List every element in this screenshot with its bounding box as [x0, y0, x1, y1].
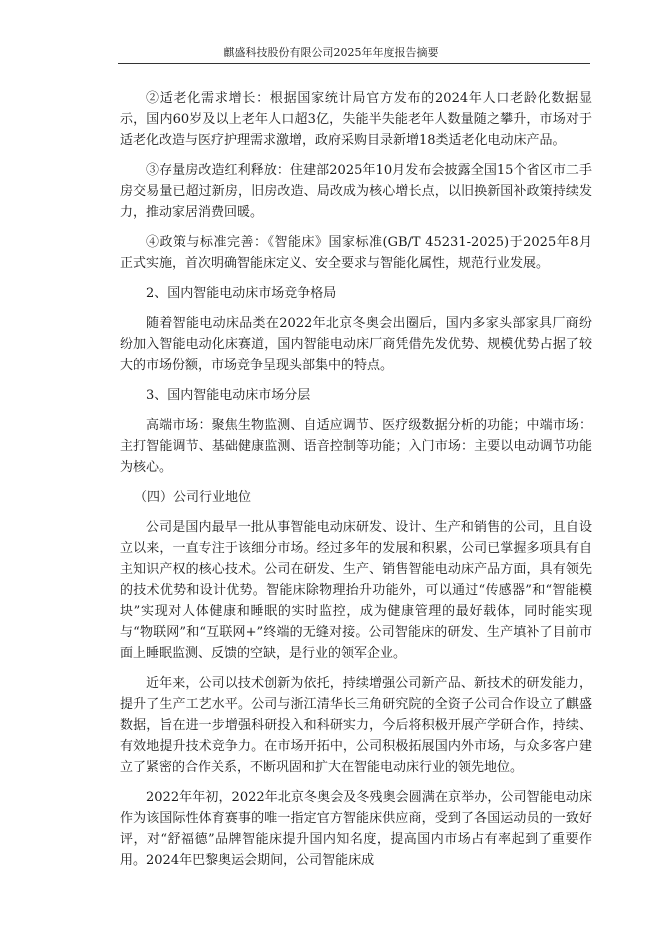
paragraph-competition: 随着智能电动床品类在2022年北京冬奥会出圈后，国内多家头部家具厂商纷纷加入智能电动化床赛道，国内智能电动床厂商凭借先发优势、规模优势占据了较大的市场份额，市场竞争呈现头部集中的特点。	[120, 316, 592, 373]
paragraph-housing-renovation: ③存量房改造红利释放：住建部2025年10月发布会披露全国15个省区市二手房交易量已超过新房，旧房改造、局改成为核心增长点，以旧换新国补政策持续发力，推动家居消费回暖。	[120, 163, 592, 220]
section-heading-segmentation: 3、国内智能电动床市场分层	[146, 388, 311, 403]
header-divider	[118, 63, 590, 64]
page-header: 麒盛科技股份有限公司2025年年度报告摘要	[223, 46, 439, 59]
paragraph-industry-position: 公司是国内最早一批从事智能电动床研发、设计、生产和销售的公司，且自设立以来，一直专注于该细分市场。经过多年的发展和积累，公司已掌握多项具有自主知识产权的核心技术。公司在研发、生产、销售智能电动床产品方面，具有领先的技术优势和设计优势。智能床除物理抬升功能外，可以通过“传感器”和“智能模块”实现对人体健康和睡眠的实时监控，成为健康管理的最好载体，同时能实现与“物联网”和“互联网+”终端的无缝对接。公司智能床的研发、生产填补了目前市面上睡眠监测、反馈的空缺，是行业的领军企业。	[120, 520, 592, 661]
document-body	[120, 88, 592, 871]
paragraph-aging-demand: ②适老化需求增长：根据国家统计局官方发布的2024年人口老龄化数据显示，国内60岁及以上老年人口超3亿，失能半失能老年人数量随之攀升，市场对于适老化改造与医疗护理需求激增，政府采购目录新增18类适老化电动床产品。	[120, 91, 592, 148]
paragraph-olympics: 2022年年初，2022年北京冬奥会及冬残奥会圆满在京举办，公司智能电动床作为该国际性体育赛事的唯一指定官方智能床供应商，受到了各国运动员的一致好评，对“舒福德”品牌智能床提升国内知名度，提高国内市场占有率起到了重要作用。2024年巴黎奥运会期间，公司智能床成	[120, 790, 592, 868]
section-heading-competition: 2、国内智能电动床市场竞争格局	[146, 286, 337, 301]
section-heading-industry-position: （四）公司行业地位	[134, 490, 252, 505]
paragraph-policy-standards: ④政策与标准完善：《智能床》国家标准(GB/T 45231-2025)于2025年8月正式实施，首次明确智能床定义、安全要求与智能化属性，规范行业发展。	[120, 235, 592, 271]
paragraph-innovation: 近年来，公司以技术创新为依托，持续增强公司新产品、新技术的研发能力，提升了生产工艺水平。公司与浙江清华长三角研究院的全资子公司合作设立了麒盛数据，旨在进一步增强科研投入和科研实力，今后将积极开展产学研合作，持续、有效地提升技术竞争力。在市场开拓中，公司积极拓展国内外市场，与众多客户建立了紧密的合作关系，不断巩固和扩大在智能电动床行业的领先地位。	[120, 676, 592, 775]
paragraph-segmentation: 高端市场：聚焦生物监测、自适应调节、医疗级数据分析的功能；中端市场：主打智能调节、基础健康监测、语音控制等功能；入门市场：主要以电动调节功能为核心。	[120, 418, 592, 475]
